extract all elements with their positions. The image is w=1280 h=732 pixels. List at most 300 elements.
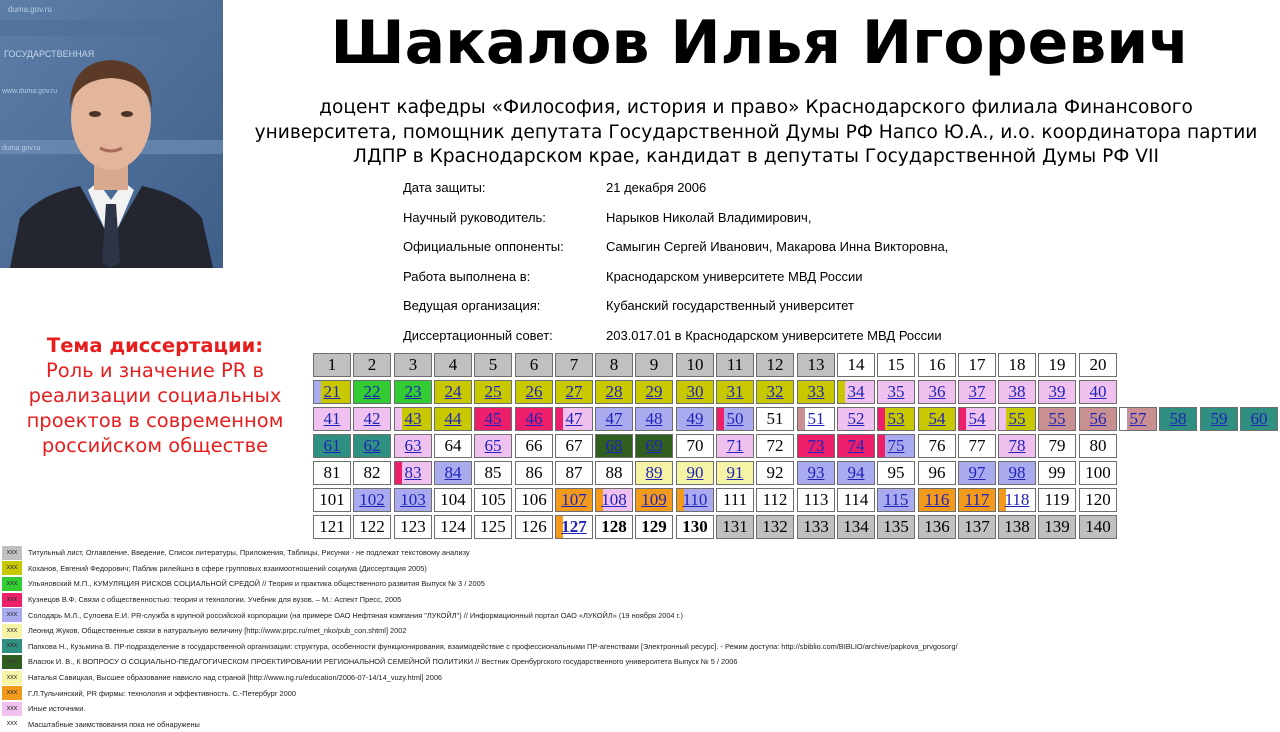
page-cell-marker: [999, 408, 1006, 430]
page-number: 127: [561, 517, 587, 536]
page-cell[interactable]: [635, 380, 673, 404]
page-cell: [515, 515, 553, 539]
page-cell[interactable]: [635, 407, 673, 431]
page-number: 110: [682, 490, 708, 509]
page-number: 6: [529, 355, 539, 374]
page-number: 12: [766, 355, 784, 374]
page-cell[interactable]: [837, 461, 875, 485]
page-number: 10: [686, 355, 704, 374]
page-number: 53: [887, 409, 905, 428]
page-cell[interactable]: [756, 380, 794, 404]
page-number: 119: [1044, 490, 1070, 509]
page-cell: [1038, 515, 1076, 539]
legend-row: [2, 717, 1002, 732]
page-number: 93: [807, 463, 825, 482]
page-cell[interactable]: [515, 407, 553, 431]
page-cell[interactable]: [837, 380, 875, 404]
page-number: 101: [319, 490, 345, 509]
page-number: 24: [444, 382, 462, 401]
page-number: 27: [565, 382, 583, 401]
description-line: доцент кафедры «Философия, история и право» Краснодарского филиала Финансового: [319, 97, 1193, 118]
page-cell[interactable]: [595, 380, 633, 404]
page-number: 92: [766, 463, 784, 482]
info-value: 21 декабря 2006: [606, 180, 707, 195]
page-number: 62: [363, 436, 381, 455]
page-cell[interactable]: [353, 407, 391, 431]
page-number: 65: [484, 436, 502, 455]
page-cell: [676, 515, 714, 539]
page-cell: [474, 353, 512, 377]
legend-row: [2, 685, 1002, 701]
page-number: 47: [565, 409, 583, 428]
page-cell[interactable]: [1200, 407, 1238, 431]
page-cell[interactable]: [1119, 407, 1157, 431]
page-number: 75: [887, 436, 905, 455]
page-cell[interactable]: [474, 407, 512, 431]
info-row: [403, 180, 948, 210]
page-cell[interactable]: [635, 434, 673, 458]
page-number: 139: [1044, 517, 1070, 536]
legend-text: Масштабные заимствования пока не обнаружены: [28, 719, 200, 729]
info-value: Кубанский государственный университет: [606, 298, 854, 313]
page-number: 47: [605, 409, 623, 428]
page-number: 69: [645, 436, 663, 455]
page-number: 122: [359, 517, 385, 536]
watermark-text: duma.gov.ru: [8, 5, 52, 14]
page-cell-marker: [1120, 408, 1127, 430]
page-cell[interactable]: [474, 380, 512, 404]
page-cell: [595, 461, 633, 485]
page-cell[interactable]: [313, 434, 351, 458]
page-number: 107: [561, 490, 587, 509]
page-cell[interactable]: [1079, 380, 1117, 404]
page-number: 136: [924, 517, 950, 536]
page-cell[interactable]: [474, 434, 512, 458]
page-number: 16: [928, 355, 946, 374]
legend-row: [2, 592, 1002, 608]
page-cell: [958, 353, 996, 377]
page-number: 115: [883, 490, 909, 509]
page-number: 132: [762, 517, 788, 536]
page-cell[interactable]: [797, 380, 835, 404]
topic-line: Роль и значение PR в: [46, 359, 264, 382]
page-number: 95: [887, 463, 905, 482]
page-number: 130: [682, 517, 708, 536]
page-cell[interactable]: [998, 488, 1036, 512]
page-number: 91: [726, 463, 744, 482]
page-cell[interactable]: [998, 407, 1036, 431]
page-number: 52: [847, 409, 865, 428]
page-cell[interactable]: [394, 461, 432, 485]
page-number: 99: [1048, 463, 1066, 482]
page-number: 64: [444, 436, 462, 455]
page-number: 80: [1089, 436, 1107, 455]
page-number: 109: [641, 490, 667, 509]
defense-info: [403, 180, 948, 357]
page-cell[interactable]: [676, 488, 714, 512]
info-value: 203.017.01 в Краснодарском университете МВД России: [606, 327, 942, 343]
page-number: 82: [363, 463, 381, 482]
page-number: 71: [726, 436, 744, 455]
page-cell: [716, 488, 754, 512]
page-number: 106: [521, 490, 547, 509]
page-cell-marker: [314, 381, 321, 403]
page-number: 32: [766, 382, 784, 401]
page-cell[interactable]: [1079, 407, 1117, 431]
page-cell: [515, 353, 553, 377]
page-cell[interactable]: [1240, 407, 1278, 431]
page-cell: [1079, 434, 1117, 458]
info-label: Дата защиты:: [403, 180, 486, 195]
legend-text: Титульный лист, Оглавление, Введение, Список литературы, Приложения, Таблицы, Рисунки - не подлежат текстовому анализу: [28, 548, 470, 558]
page-number: 1: [327, 355, 337, 374]
page-cell[interactable]: [797, 461, 835, 485]
page-cell: [353, 353, 391, 377]
page-cell-marker: [878, 435, 885, 457]
page-number: 34: [847, 382, 865, 401]
page-number: 46: [525, 409, 543, 428]
page-number: 5: [488, 355, 498, 374]
legend-text: Иные источники.: [28, 704, 86, 714]
page-number: 35: [887, 382, 905, 401]
page-cell: [555, 353, 593, 377]
page-cell-marker: [838, 381, 845, 403]
page-cell[interactable]: [394, 488, 432, 512]
page-cell: [837, 488, 875, 512]
page-cell: [313, 353, 351, 377]
page-cell[interactable]: [353, 434, 391, 458]
page-number: 4: [448, 355, 458, 374]
page-cell: [1038, 488, 1076, 512]
page-number: 72: [766, 436, 784, 455]
page-cell: [555, 434, 593, 458]
legend-row: [2, 576, 1002, 592]
page-cell[interactable]: [797, 434, 835, 458]
page-number: 23: [404, 382, 422, 401]
page-number: 94: [847, 463, 865, 482]
page-number: 45: [484, 409, 502, 428]
legend-swatch: xxx: [2, 655, 22, 669]
page-cell[interactable]: [1038, 407, 1076, 431]
legend-text: Солодарь М.Л., Сулоева Е.И. PR-служба в крупной российской корпорации (на примере ОАО Нефтяная компания "ЛУКОЙЛ") // Информационный портал ОАО «ЛУКОЙЛ» (19 ноября 2004 г.): [28, 610, 683, 620]
page-cell: [313, 488, 351, 512]
page-cell: [918, 461, 956, 485]
page-number: 29: [645, 382, 663, 401]
page-number: 9: [649, 355, 659, 374]
page-cell[interactable]: [595, 488, 633, 512]
page-cell[interactable]: [595, 407, 633, 431]
legend-swatch: xxx: [2, 639, 22, 653]
page-cell: [716, 515, 754, 539]
page-cell: [837, 353, 875, 377]
page-number: 56: [1089, 409, 1107, 428]
page-cell: [998, 515, 1036, 539]
page-number: 90: [686, 463, 704, 482]
page-number: 33: [807, 382, 825, 401]
page-cell[interactable]: [918, 488, 956, 512]
page-number: 129: [641, 517, 667, 536]
page-number: 125: [480, 517, 506, 536]
page-cell[interactable]: [958, 461, 996, 485]
page-number: 121: [319, 517, 345, 536]
info-row: [403, 210, 948, 240]
page-number: 61: [323, 436, 341, 455]
page-cell: [1038, 434, 1076, 458]
page-cell[interactable]: [918, 380, 956, 404]
page-cell: [797, 353, 835, 377]
page-number: 96: [928, 463, 946, 482]
legend-swatch: xxx: [2, 608, 22, 622]
legend-swatch: xxx: [2, 702, 22, 716]
page-cell: [797, 488, 835, 512]
page-number: 28: [605, 382, 623, 401]
page-number: 66: [525, 436, 543, 455]
info-label: Официальные оппоненты:: [403, 239, 564, 254]
page-number: 70: [686, 436, 704, 455]
page-cell[interactable]: [1159, 407, 1197, 431]
info-row: [403, 269, 948, 299]
page-cell: [353, 515, 391, 539]
page-cell[interactable]: [797, 407, 835, 431]
page-number: 124: [440, 517, 466, 536]
page-cell: [756, 353, 794, 377]
page-number: 19: [1048, 355, 1066, 374]
page-number: 78: [1008, 436, 1026, 455]
page-cell[interactable]: [595, 434, 633, 458]
page-cell: [313, 461, 351, 485]
page-cell[interactable]: [635, 488, 673, 512]
page-number: 103: [400, 490, 426, 509]
page-cell[interactable]: [837, 434, 875, 458]
page-number: 89: [645, 463, 663, 482]
page-cell[interactable]: [877, 434, 915, 458]
info-value: Краснодарском университете МВД России: [606, 268, 863, 284]
page-cell-marker: [395, 462, 402, 484]
person-name: Шакалов Илья Игоревич: [330, 8, 1190, 78]
page-number: 22: [363, 382, 381, 401]
page-number: 100: [1085, 463, 1111, 482]
page-cell[interactable]: [434, 461, 472, 485]
legend-row: [2, 670, 1002, 686]
page-number: 18: [1008, 355, 1026, 374]
page-number: 85: [484, 463, 502, 482]
page-number: 118: [1004, 490, 1030, 509]
page-cell: [515, 488, 553, 512]
page-cell[interactable]: [716, 434, 754, 458]
page-cell[interactable]: [958, 488, 996, 512]
page-cell: [918, 353, 956, 377]
page-number: 17: [968, 355, 986, 374]
page-number: 81: [323, 463, 341, 482]
page-cell[interactable]: [313, 380, 351, 404]
page-number: 43: [404, 409, 422, 428]
page-number: 14: [847, 355, 865, 374]
page-cell: [434, 488, 472, 512]
page-cell[interactable]: [998, 434, 1036, 458]
page-cell[interactable]: [434, 380, 472, 404]
page-cell-marker: [798, 408, 805, 430]
page-number: 21: [323, 382, 341, 401]
watermark-text: ГОСУДАРСТВЕННАЯ: [4, 49, 95, 59]
page-cell[interactable]: [676, 461, 714, 485]
page-number: 51: [807, 409, 825, 428]
page-cell[interactable]: [837, 407, 875, 431]
page-cell: [676, 353, 714, 377]
page-cell: [635, 353, 673, 377]
legend-swatch: xxx: [2, 717, 22, 731]
info-value: Нарыков Николай Владимирович,: [606, 209, 812, 225]
page-number: 54: [968, 409, 986, 428]
page-number: 79: [1048, 436, 1066, 455]
page-cell: [837, 515, 875, 539]
page-cell: [515, 461, 553, 485]
page-cell[interactable]: [434, 407, 472, 431]
description-line: ЛДПР в Краснодарском крае, кандидат в депутаты Государственной Думы РФ VII: [353, 146, 1159, 167]
page-number: 98: [1008, 463, 1026, 482]
page-number: 59: [1210, 409, 1228, 428]
page-cell[interactable]: [716, 407, 754, 431]
page-cell: [756, 461, 794, 485]
page-number: 86: [525, 463, 543, 482]
page-cell: [474, 488, 512, 512]
page-cell[interactable]: [555, 488, 593, 512]
page-cell[interactable]: [716, 461, 754, 485]
page-cell: [635, 515, 673, 539]
page-number: 57: [1129, 409, 1147, 428]
page-cell[interactable]: [716, 380, 754, 404]
page-cell[interactable]: [998, 461, 1036, 485]
legend-text: Леонид Жуков, Общественные связи в натуральную величину [http://www.prpc.ru/met_nko/pub_con.shtml] 2002: [28, 626, 407, 636]
page-number: 13: [807, 355, 825, 374]
page-cell: [353, 461, 391, 485]
page-cell: [1079, 515, 1117, 539]
page-cell: [1038, 461, 1076, 485]
page-cell[interactable]: [555, 515, 593, 539]
legend: [2, 545, 1002, 732]
page-number: 126: [521, 517, 547, 536]
legend-swatch: xxx: [2, 577, 22, 591]
page-cell: [474, 461, 512, 485]
page-number: 123: [400, 517, 426, 536]
page-cell: [998, 353, 1036, 377]
page-cell[interactable]: [1038, 380, 1076, 404]
page-cell: [958, 515, 996, 539]
page-cell[interactable]: [635, 461, 673, 485]
page-number: 140: [1085, 517, 1111, 536]
page-cell: [434, 353, 472, 377]
page-number: 112: [762, 490, 788, 509]
page-number: 108: [601, 490, 627, 509]
watermark-text: duma.gov.ru: [2, 145, 41, 152]
page-number: 76: [928, 436, 946, 455]
page-number: 131: [722, 517, 748, 536]
page-number: 63: [404, 436, 422, 455]
page-cell[interactable]: [353, 488, 391, 512]
page-cell[interactable]: [555, 407, 593, 431]
page-number: 83: [404, 463, 422, 482]
page-number: 133: [803, 517, 829, 536]
page-number: 104: [440, 490, 466, 509]
page-cell[interactable]: [676, 380, 714, 404]
page-number: 39: [1048, 382, 1066, 401]
page-cell: [756, 515, 794, 539]
page-number: 116: [924, 490, 950, 509]
page-cell[interactable]: [394, 407, 432, 431]
legend-swatch: xxx: [2, 686, 22, 700]
legend-swatch: xxx: [2, 593, 22, 607]
page-cell[interactable]: [918, 407, 956, 431]
page-cell-marker: [878, 408, 885, 430]
page-cell[interactable]: [877, 380, 915, 404]
person-description: [232, 96, 1280, 170]
topic-line: российском обществе: [41, 434, 269, 457]
page-number: 128: [601, 517, 627, 536]
legend-row: [2, 701, 1002, 717]
page-number: 3: [408, 355, 418, 374]
page-number: 37: [968, 382, 986, 401]
page-cell[interactable]: [353, 380, 391, 404]
page-number: 30: [686, 382, 704, 401]
page-number: 138: [1004, 517, 1030, 536]
page-cell: [958, 434, 996, 458]
page-cell[interactable]: [958, 380, 996, 404]
page-number: 15: [887, 355, 905, 374]
page-cell: [716, 353, 754, 377]
page-number: 41: [323, 409, 341, 428]
topic-line: проектов в современном: [26, 409, 284, 432]
page-cell: [1038, 353, 1076, 377]
page-cell: [877, 461, 915, 485]
page-number: 8: [609, 355, 619, 374]
page-cell-marker: [717, 408, 724, 430]
page-cell[interactable]: [958, 407, 996, 431]
page-cell: [515, 434, 553, 458]
legend-row: [2, 639, 1002, 655]
page-number: 31: [726, 382, 744, 401]
page-cell[interactable]: [515, 380, 553, 404]
legend-row: [2, 623, 1002, 639]
page-number: 49: [686, 409, 704, 428]
page-number: 97: [968, 463, 986, 482]
page-cell[interactable]: [877, 407, 915, 431]
page-cell: [595, 353, 633, 377]
page-cell[interactable]: [877, 488, 915, 512]
page-cell: [756, 407, 794, 431]
info-label: Работа выполнена в:: [403, 268, 531, 284]
page-cell[interactable]: [998, 380, 1036, 404]
dissertation-topic: [6, 333, 304, 458]
page-cell[interactable]: [394, 380, 432, 404]
page-cell[interactable]: [313, 407, 351, 431]
page-cell: [595, 515, 633, 539]
page-number: 134: [843, 517, 869, 536]
page-number: 74: [847, 436, 865, 455]
page-number: 102: [359, 490, 385, 509]
page-number: 84: [444, 463, 462, 482]
page-number: 58: [1169, 409, 1187, 428]
page-cell[interactable]: [394, 434, 432, 458]
page-number: 120: [1085, 490, 1111, 509]
page-number: 113: [803, 490, 829, 509]
page-cell[interactable]: [555, 380, 593, 404]
legend-row: [2, 607, 1002, 623]
topic-heading: Тема диссертации:: [46, 334, 264, 357]
legend-text: Власюк И. В., К ВОПРОСУ О СОЦИАЛЬНО-ПЕДАГОГИЧЕСКОМ ПРОЕКТИРОВАНИИ РЕГИОНАЛЬНОЙ СЕМЕЙНОЙ ПОЛИТИКИ // Вестник Оренбургского государственного университета Выпуск № 5 / 2006: [28, 657, 738, 667]
page-cell[interactable]: [676, 407, 714, 431]
page-number: 117: [964, 490, 990, 509]
legend-row: [2, 561, 1002, 577]
page-number: 20: [1089, 355, 1107, 374]
